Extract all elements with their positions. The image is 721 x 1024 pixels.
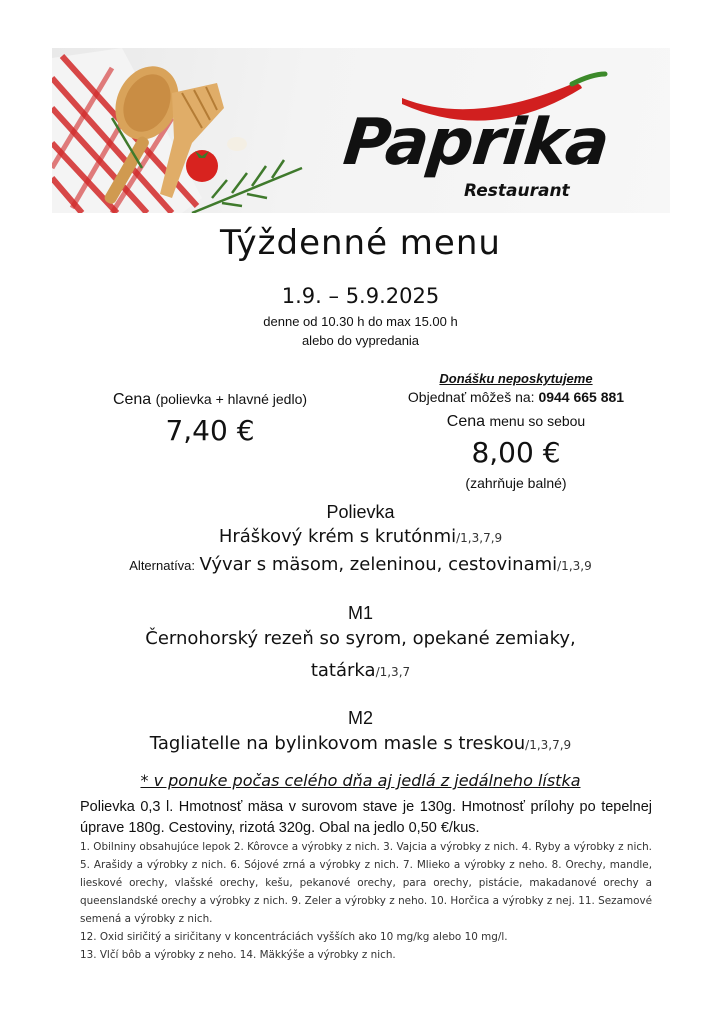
garlic-icon bbox=[227, 137, 247, 151]
delivery-notice: Donášku neposkytujeme bbox=[439, 371, 593, 386]
portion-info: Polievka 0,3 l. Hmotnosť mäsa v surovom stave je 130g. Hmotnosť prílohy po tepelnej úprave 180g. Cestoviny, rizotá 320g. Obal na jedlo 0,50 €/kus. bbox=[80, 799, 652, 836]
allergen-list-item: 12. Oxid siričitý a siričitany v koncentráciách vyšších ako 10 mg/kg alebo 10 mg/l. bbox=[80, 931, 508, 943]
soup-alt-dish: Vývar s mäsom, zeleninou, cestovinami bbox=[199, 554, 558, 575]
soup-main bbox=[0, 526, 721, 547]
all-day-notice: * v ponuke počas celého dňa aj jedlá z jedálneho lístka bbox=[140, 771, 581, 790]
price-value: 7,40 € bbox=[165, 414, 255, 447]
takeaway-label-text: Cena bbox=[446, 413, 486, 430]
order-label: Objednať môžeš na: bbox=[407, 389, 535, 405]
allergen-list bbox=[80, 838, 652, 964]
price-label bbox=[60, 391, 360, 409]
packaging-note: (zahrňuje balné) bbox=[465, 475, 567, 491]
m2-allergens: /1,3,7,9 bbox=[525, 738, 572, 752]
m1-heading: M1 bbox=[347, 603, 373, 623]
m1-dish-line2 bbox=[0, 660, 721, 681]
price-label-text: Cena bbox=[112, 391, 152, 408]
soup-alternative bbox=[0, 554, 721, 575]
soup-main-allergens: /1,3,7,9 bbox=[456, 531, 503, 545]
m2-dish-text: Tagliatelle na bylinkovom masle s treskou bbox=[149, 733, 526, 754]
order-line bbox=[366, 389, 666, 405]
takeaway-price-label bbox=[366, 413, 666, 431]
soup-main-dish: Hráškový krém s krutónmi bbox=[218, 526, 457, 547]
logo-subtitle: Restaurant bbox=[464, 181, 570, 201]
m1-dish-line1: Černohorský rezeň so syrom, opekané zemiaky, bbox=[145, 628, 576, 649]
takeaway-price-value: 8,00 € bbox=[471, 436, 561, 469]
logo-name: Paprika bbox=[340, 106, 612, 180]
m2-heading: M2 bbox=[347, 708, 373, 728]
opening-hours: denne od 10.30 h do max 15.00 h bbox=[263, 314, 458, 329]
opening-hours-note: alebo do vypredania bbox=[301, 333, 420, 348]
soup-alt-label: Alternatíva: bbox=[129, 558, 196, 573]
page-title: Týždenné menu bbox=[220, 223, 501, 263]
takeaway-detail: menu so sebou bbox=[489, 413, 586, 429]
m1-allergens: /1,3,7 bbox=[375, 665, 411, 679]
m1-dish-line2-text: tatárka bbox=[310, 660, 376, 681]
m2-dish bbox=[0, 733, 721, 754]
menu-dates: 1.9. – 5.9.2025 bbox=[281, 284, 440, 308]
header-banner bbox=[52, 48, 670, 213]
allergen-list-item: 1. Obilniny obsahujúce lepok 2. Kôrovce a výrobky z nich. 3. Vajcia a výrobky z nich. 4. Ryby a výrobky z nich. 5. Arašidy a výrobky z nich. 6. Sójové zrná a výrobky z nich. 7. Mlieko a výrobky z neho. 8. Orechy, mandle, lieskové orechy, vlašské orechy, kešu, pekanové orechy, para orechy, pistácie, makadanové orechy a queenslandské orechy a výrobky z nich. 9. Zeler a výrobky z neho. 10. Horčica a výrobky z nej. 11. Sezamové semená a výrobky z nich. bbox=[80, 841, 652, 925]
allergen-list-item: 13. Vlčí bôb a výrobky z neho. 14. Mäkkýše a výrobky z nich. bbox=[80, 949, 396, 961]
phone-number: 0944 665 881 bbox=[538, 389, 625, 405]
price-detail: (polievka + hlavné jedlo) bbox=[155, 391, 308, 407]
soup-heading: Polievka bbox=[326, 502, 395, 522]
soup-alt-allergens: /1,3,9 bbox=[557, 559, 592, 573]
tomato-icon bbox=[186, 150, 218, 182]
